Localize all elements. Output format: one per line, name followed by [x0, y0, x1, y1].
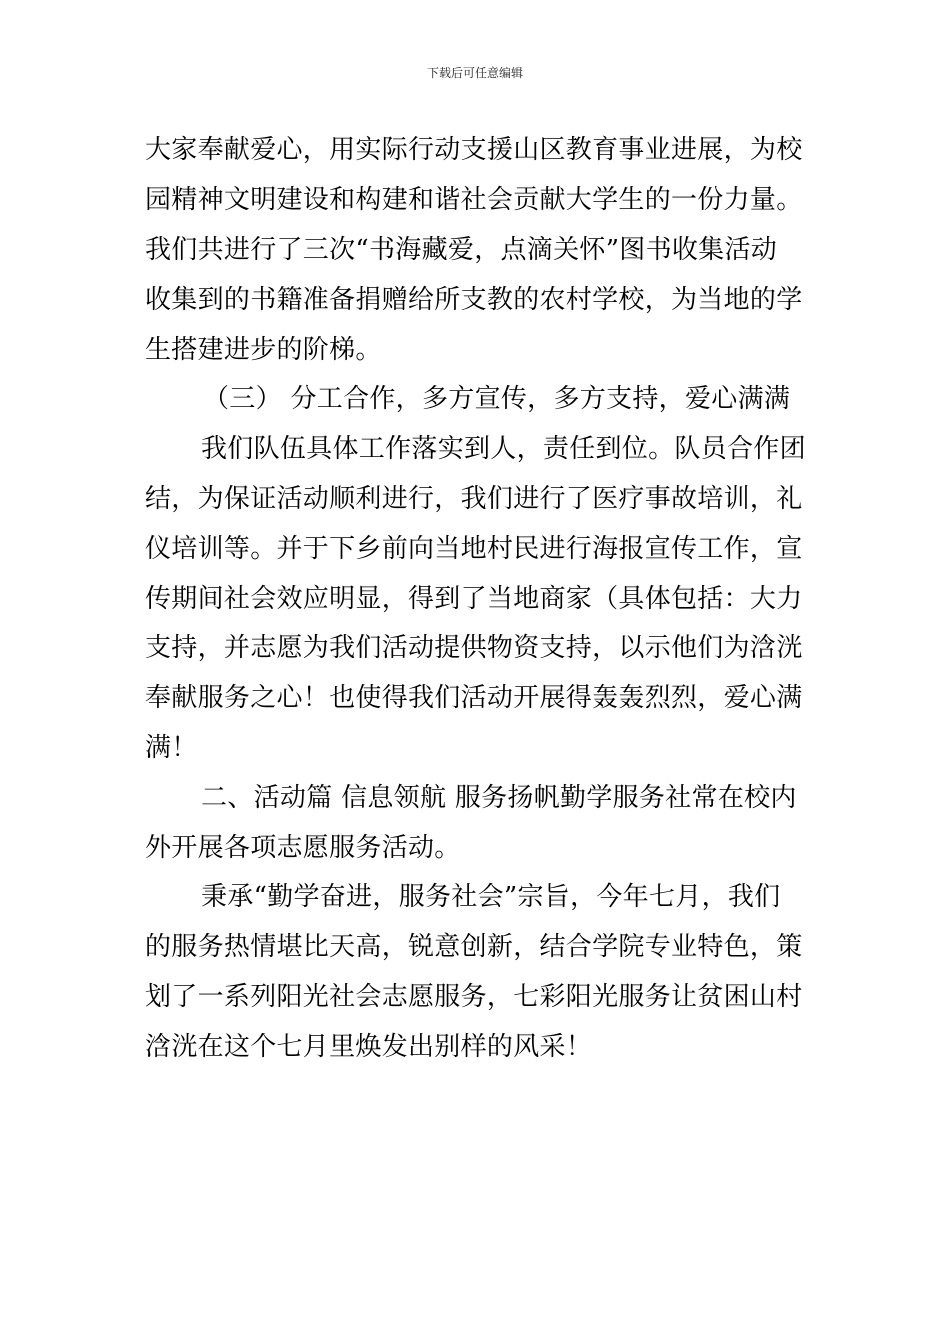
- body-line: 收集到的书籍准备捐赠给所支教的农村学校，为当地的学: [145, 285, 803, 315]
- body-line: 划了一系列阳光社会志愿服务，七彩阳光服务让贫困山村: [145, 982, 803, 1012]
- body-line: 外开展各项志愿服务活动。: [145, 833, 461, 863]
- body-line: 满！: [145, 733, 198, 763]
- body-line: 我们队伍具体工作落实到人，责任到位。队员合作团: [201, 434, 806, 464]
- body-line: 结，为保证活动顺利进行，我们进行了医疗事故培训，礼: [145, 484, 803, 514]
- body-line: 仪培训等。并于下乡前向当地村民进行海报宣传工作，宣: [145, 534, 803, 564]
- body-line: 浛洸在这个七月里焕发出别样的风采！: [145, 1032, 593, 1062]
- section-heading: （三） 分工合作，多方宣传，多方支持，爱心满满: [203, 384, 791, 414]
- body-line: 的服务热情堪比天高，锐意创新，结合学院专业特色，策: [145, 932, 803, 962]
- body-line: 传期间社会效应明显，得到了当地商家（具体包括：大力: [145, 584, 803, 614]
- body-line: 生搭建进步的阶梯。: [145, 335, 382, 365]
- body-line: 奉献服务之心！也使得我们活动开展得轰轰烈烈，爱心满: [145, 683, 803, 713]
- page-header: 下载后可任意编辑: [426, 66, 523, 80]
- body-line: 园精神文明建设和构建和谐社会贡献大学生的一份力量。: [145, 185, 803, 215]
- section-heading: 二、活动篇 信息领航 服务扬帆勤学服务社常在校内: [201, 783, 797, 813]
- body-line: 秉承“勤学奋进，服务社会”宗旨，今年七月，我们: [201, 882, 781, 912]
- body-line: 支持，并志愿为我们活动提供物资支持，以示他们为浛洸: [145, 633, 803, 663]
- body-line: 大家奉献爱心，用实际行动支援山区教育事业进展，为校: [145, 135, 803, 165]
- body-line: 我们共进行了三次“书海藏爱，点滴关怀”图书收集活动: [145, 235, 778, 265]
